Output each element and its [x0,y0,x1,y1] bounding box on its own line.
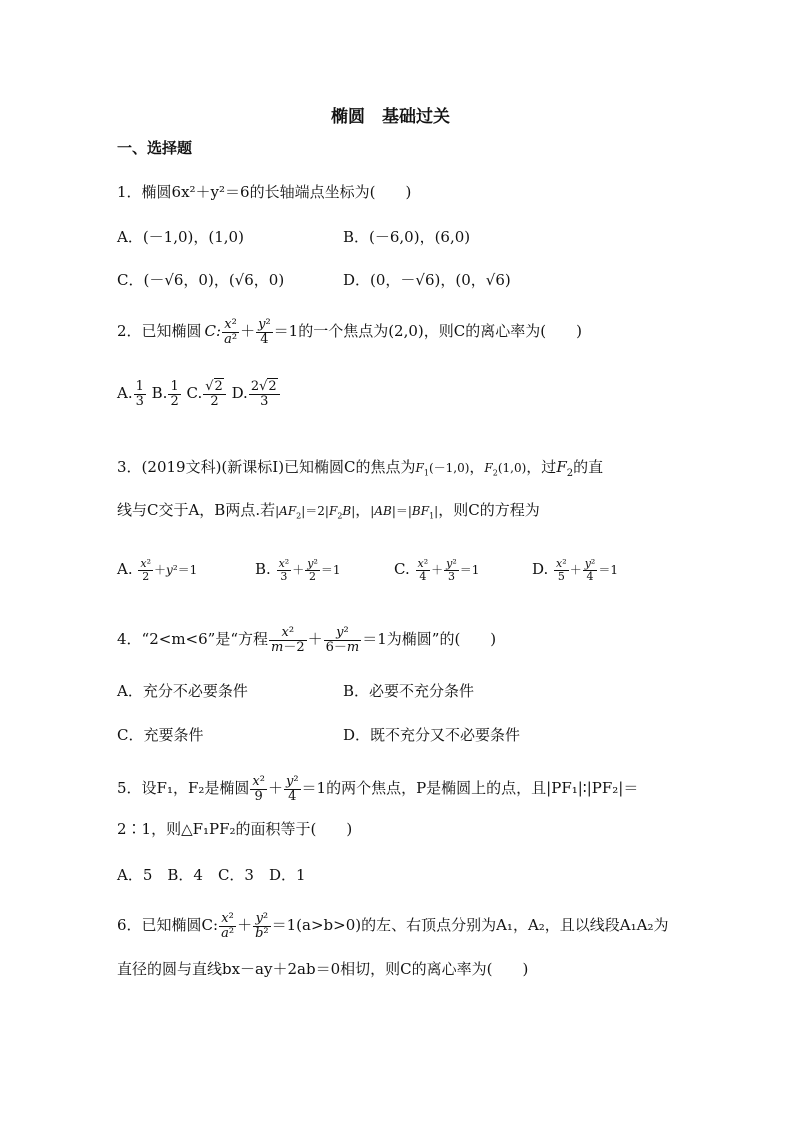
fraction-y2-4: $\frac{\text{y²}}{4}$ [258,317,271,347]
question-4-option-a: A．充分不必要条件 [117,682,248,700]
section-heading: 一、选择题 [117,139,193,157]
question-5-options: A．5 B．4 C．3 D．1 [117,866,306,884]
question-1-option-a: A．(－1,0)，(1,0) [117,228,244,246]
question-3-option-d: D. $\frac{\text{x²}}{5}$ ＋ $\frac{\text{y²}}{4}$ ＝1 [532,557,618,583]
question-4-option-b: B．必要不充分条件 [343,682,475,700]
question-1-option-c: C．(－√6，0)，(√6，0) [117,271,285,289]
question-2-stem: 2．已知椭圆 C: $\frac{\text{x²}}{\text{a²}}$ ＋ $\frac{\text{y²}}{4}$ ＝1的一个焦点为(2,0)，则C的离心率为( ) [117,317,582,347]
question-2-prefix: 2．已知椭圆 [117,322,202,341]
question-5-line-1: 5．设F₁，F₂是椭圆 $\frac{\text{x²}}{9}$ ＋ $\frac{\text{y²}}{4}$ ＝1的两个焦点，P是椭圆上的点，且|PF₁|∶|PF₂|＝ [117,774,639,804]
question-2-curve: C: [204,322,222,341]
question-2-suffix: ＝1的一个焦点为(2,0)，则C的离心率为( ) [273,322,582,341]
question-5-line-2: 2∶1，则△F₁PF₂的面积等于( ) [117,820,353,838]
question-1-option-b: B．(－6,0)，(6,0) [343,228,471,246]
question-4-option-d: D．既不充分又不必要条件 [343,726,521,744]
question-1-option-d: D．(0，－√6)，(0，√6) [343,271,511,289]
question-1-stem: 1．椭圆6x²＋y²＝6的长轴端点坐标为( ) [117,183,412,201]
question-3-option-c: C. $\frac{\text{x²}}{4}$ ＋ $\frac{\text{y²}}{3}$ ＝1 [394,557,480,583]
fraction-x2-a2: $\frac{\text{x²}}{\text{a²}}$ [224,317,238,347]
question-2-options: A. $\frac{1}{3}$ B. $\frac{1}{2}$ C. $\frac{√2}{2}$ D. $\frac{2√2}{3}$ [117,380,281,408]
question-6-line-1: 6．已知椭圆C: $\frac{\text{x²}}{\text{a²}}$ ＋ $\frac{\text{y²}}{\text{b²}}$ ＝1(a>b>0)的左、右顶点分别为A₁，A₂，且以线段A₁A₂为 [117,911,669,941]
question-4-stem: 4．“2<m<6”是“方程 $\frac{\text{x²}}{m-2}$ ＋ $\frac{\text{y²}}{6-m}$ ＝1为椭圆”的( ) [117,625,497,655]
question-4-option-c: C．充要条件 [117,726,204,744]
question-3-line-1: 3．(2019文科)(新课标Ⅰ)已知椭圆C的焦点为$F_1(-1,0)$，$F_2(1,0)$，过$F_2$的直 [117,458,604,479]
question-6-line-2: 直径的圆与直线bx－ay＋2ab＝0相切，则C的离心率为( ) [117,960,529,978]
question-3-option-a: A. $\frac{\text{x²}}{2}$ ＋y²＝1 [117,557,198,583]
page-title: 椭圆 基础过关 [331,107,450,127]
question-3-line-2: 线与C交于A，B两点.若$|AF_2|=2|F_2B|$，$|AB|=|BF_1|$，则C的方程为 [117,501,540,521]
question-3-option-b: B. $\frac{\text{x²}}{3}$ ＋ $\frac{\text{y²}}{2}$ ＝1 [255,557,341,583]
